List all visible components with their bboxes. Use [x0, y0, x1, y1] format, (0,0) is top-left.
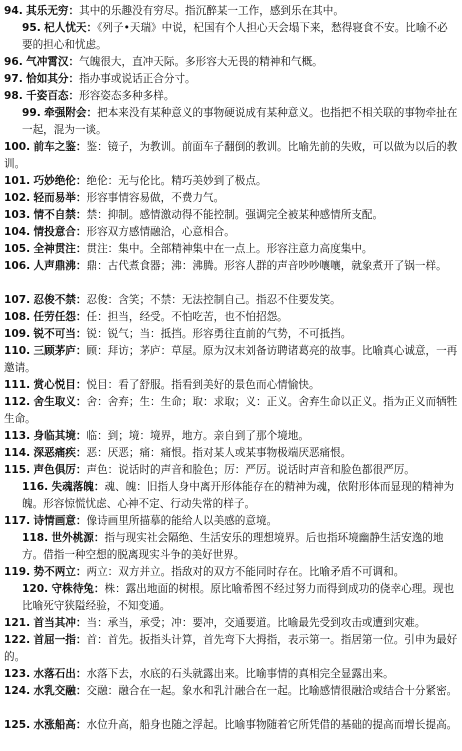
entry-number: 113. [4, 430, 31, 442]
idiom-definition: 两立：双方并立。指敌对的双方不能同时存在。比喻矛盾不可调和。 [86, 566, 405, 578]
idiom-definition: 形容双方感情融洽，心意相合。 [86, 226, 235, 238]
entry-number: 100. [4, 141, 31, 153]
idiom-entry [4, 666, 458, 683]
idiom-definition: 水落下去，水底的石头就露出来。比喻事情的真相完全显露出来。 [86, 668, 394, 680]
idiom-term: 世外桃源： [51, 532, 105, 544]
idiom-entry [4, 224, 458, 241]
idiom-term: 水落石出： [33, 668, 87, 680]
idiom-entry [4, 683, 458, 717]
idiom-entry [4, 513, 458, 530]
idiom-entry [4, 20, 458, 54]
idiom-term: 杞人忧天： [44, 22, 98, 34]
idiom-definition: 忍俊：含笑；不禁：无法控制自己。指忍不住要发笑。 [86, 294, 341, 306]
entry-number: 117. [4, 515, 31, 527]
idiom-definition: 形容事情容易做，不费力气。 [86, 192, 225, 204]
entry-number: 94. [4, 5, 23, 17]
idiom-term: 舍生取义： [33, 396, 87, 408]
entry-number: 97. [4, 73, 23, 85]
idiom-definition: 首：首先。扳指头计算，首先弯下大拇指，表示第一。指居第一位。引申为最好的。 [4, 634, 458, 663]
idiom-term: 恰如其分： [26, 73, 80, 85]
idiom-term: 巧妙绝伦： [33, 175, 87, 187]
idiom-entry [4, 292, 458, 309]
idiom-entry [4, 394, 458, 428]
idiom-definition: 把本来没有某种意义的事物硬说成有某种意义。也指把不相关联的事物牵扯在一起，混为一谈。 [22, 107, 458, 136]
entry-number: 107. [4, 294, 31, 306]
idiom-entry [4, 428, 458, 445]
idiom-entry [4, 173, 458, 190]
entry-number: 104. [4, 226, 31, 238]
idiom-definition: 顾：拜访；茅庐：草屋。原为汉末刘备访聘诸葛亮的故事。比喻真心诚意，一再邀请。 [4, 345, 458, 374]
idiom-definition: 绝伦：无与伦比。精巧美妙到了极点。 [86, 175, 267, 187]
entry-number: 111. [4, 379, 31, 391]
idiom-definition: 交融：融合在一起。象水和乳汁融合在一起。比喻感情很融洽或结合十分紧密。 [86, 685, 458, 697]
entry-number: 123. [4, 668, 31, 680]
idiom-entry [4, 326, 458, 343]
idiom-entry [4, 445, 458, 462]
entry-number: 122. [4, 634, 31, 646]
idiom-term: 全神贯注： [33, 243, 87, 255]
idiom-definition: 声色：说话时的声音和脸色；厉：严厉。说话时声音和脸色都很严厉。 [86, 464, 415, 476]
entry-number: 125. [4, 719, 31, 731]
idiom-term: 水涨船高： [33, 719, 87, 731]
idiom-definition: 锐：锐气；当：抵挡。形容勇往直前的气势，不可抵挡。 [86, 328, 352, 340]
entry-number: 109. [4, 328, 31, 340]
idiom-definition: 像诗画里所描摹的能给人以美感的意境。 [86, 515, 278, 527]
idiom-entry [4, 241, 458, 258]
idiom-definition: 魂、魄：旧指人身中离开形体能存在的精神为魂，依附形体而显现的精神为魄。形容惊慌忧虑、心神不定、行动失常的样子。 [22, 481, 455, 510]
entry-number: 114. [4, 447, 31, 459]
entry-number: 121. [4, 617, 31, 629]
idiom-term: 忍俊不禁： [33, 294, 87, 306]
idiom-definition: 形容姿态多种多样。 [79, 90, 175, 102]
idiom-definition: 鉴：镜子，为教训。前面车子翻倒的教训。比喻先前的失败，可以做为以后的教训。 [4, 141, 458, 170]
idiom-term: 牵强附会： [44, 107, 98, 119]
idiom-term: 水乳交融： [33, 685, 87, 697]
entry-number: 112. [4, 396, 31, 408]
idiom-term: 情投意合： [33, 226, 87, 238]
idiom-entry [4, 479, 458, 513]
idiom-term: 身临其境： [33, 430, 87, 442]
idiom-term: 赏心悦目： [33, 379, 87, 391]
idiom-definition: 舍：舍弃；生：生命；取：求取；义：正义。舍弃生命以正义。指为正义而牺牲生命。 [4, 396, 458, 425]
idiom-definition: 临：到；境：境界，地方。亲自到了那个境地。 [86, 430, 309, 442]
idiom-definition: 株：露出地面的树根。原比喻希图不经过努力而得到成功的侥幸心理。现也比喻死守狭隘经验，不知变通。 [22, 583, 455, 612]
entry-number: 95. [22, 22, 41, 34]
idiom-entry [4, 71, 458, 88]
idiom-definition: 悦目：看了舒服。指看到美好的景色而心情愉快。 [86, 379, 320, 391]
entry-number: 105. [4, 243, 31, 255]
idiom-term: 轻而易举： [33, 192, 87, 204]
idiom-entry [4, 530, 458, 564]
idiom-term: 首屈一指： [33, 634, 87, 646]
entry-number: 102. [4, 192, 31, 204]
idiom-term: 气冲霄汉： [26, 56, 80, 68]
idiom-term: 千姿百态： [26, 90, 80, 102]
entry-number: 110. [4, 345, 31, 357]
idiom-entry [4, 615, 458, 632]
entry-number: 103. [4, 209, 31, 221]
entry-number: 119. [4, 566, 31, 578]
entry-number: 106. [4, 260, 31, 272]
idiom-definition: 贯注：集中。全部精神集中在一点上。形容注意力高度集中。 [86, 243, 373, 255]
idiom-definition: 指办事或说话正合分寸。 [79, 73, 196, 85]
idiom-entry [4, 190, 458, 207]
idiom-term: 声色俱厉： [33, 464, 87, 476]
idiom-definition: 禁：抑制。感情激动得不能控制。强调完全被某种感情所支配。 [86, 209, 384, 221]
entry-number: 101. [4, 175, 31, 187]
idiom-entry [4, 343, 458, 377]
idiom-term: 首当其冲： [33, 617, 87, 629]
idiom-entry [4, 462, 458, 479]
idiom-entry [4, 377, 458, 394]
idiom-entry [4, 88, 458, 105]
entry-number: 115. [4, 464, 31, 476]
idiom-entry [4, 309, 458, 326]
idiom-term: 其乐无穷： [26, 5, 80, 17]
idiom-term: 势不两立： [33, 566, 87, 578]
entry-number: 99. [22, 107, 41, 119]
idiom-definition: 恶：厌恶；痛：痛恨。指对某人或某事物极端厌恶痛恨。 [86, 447, 352, 459]
idiom-term: 锐不可当： [33, 328, 87, 340]
idiom-term: 前车之鉴： [33, 141, 87, 153]
idiom-entry [4, 105, 458, 139]
idiom-entry [4, 139, 458, 173]
entry-number: 98. [4, 90, 23, 102]
entry-number: 96. [4, 56, 23, 68]
idiom-definition: 当：承当，承受；冲：要冲，交通要道。比喻最先受到攻击或遭到灾难。 [86, 617, 426, 629]
entry-number: 108. [4, 311, 31, 323]
entry-number: 118. [22, 532, 49, 544]
idiom-term: 守株待兔： [51, 583, 105, 595]
entry-number: 124. [4, 685, 31, 697]
idiom-term: 诗情画意： [33, 515, 87, 527]
idiom-definition: 指与现实社会隔绝、生活安乐的理想境界。后也指环境幽静生活安逸的地方。借指一种空想的脱离现实斗争的美好世界。 [22, 532, 444, 561]
idiom-entry [4, 581, 458, 615]
idiom-term: 三顾茅庐： [33, 345, 87, 357]
idiom-entry [4, 564, 458, 581]
idiom-definition: 气魄很大，直冲天际。多形容大无畏的精神和气概。 [79, 56, 323, 68]
idiom-definition: 水位升高，船身也随之浮起。比喻事物随着它所凭借的基础的提高而增长提高。 [86, 719, 458, 731]
idiom-definition: 其中的乐趣没有穷尽。指沉醉某一工作，感到乐在其中。 [79, 5, 344, 17]
idiom-entry [4, 717, 458, 751]
idiom-entry [4, 54, 458, 71]
idiom-entry [4, 3, 458, 20]
entry-number: 120. [22, 583, 49, 595]
idiom-term: 情不自禁： [33, 209, 87, 221]
idiom-entry [4, 207, 458, 224]
idiom-definition: 鼎：古代煮食器；沸：沸腾。形容人群的声音吵吵嚷嚷，就象煮开了锅一样。 [86, 260, 447, 272]
idiom-entry [4, 258, 458, 292]
idiom-term: 失魂落魄： [51, 481, 105, 493]
idiom-entry [4, 632, 458, 666]
entry-number: 116. [22, 481, 49, 493]
idiom-term: 深恶痛疾： [33, 447, 87, 459]
idiom-term: 任劳任怨： [33, 311, 87, 323]
idiom-definition: 《列子•天瑞》中说，杞国有个人担心天会塌下来，愁得寝食不安。比喻不必要的担心和忧虑。 [22, 22, 448, 51]
idiom-term: 人声鼎沸： [33, 260, 87, 272]
idiom-definition: 任：担当，经受。不怕吃苦，也不怕招怨。 [86, 311, 288, 323]
